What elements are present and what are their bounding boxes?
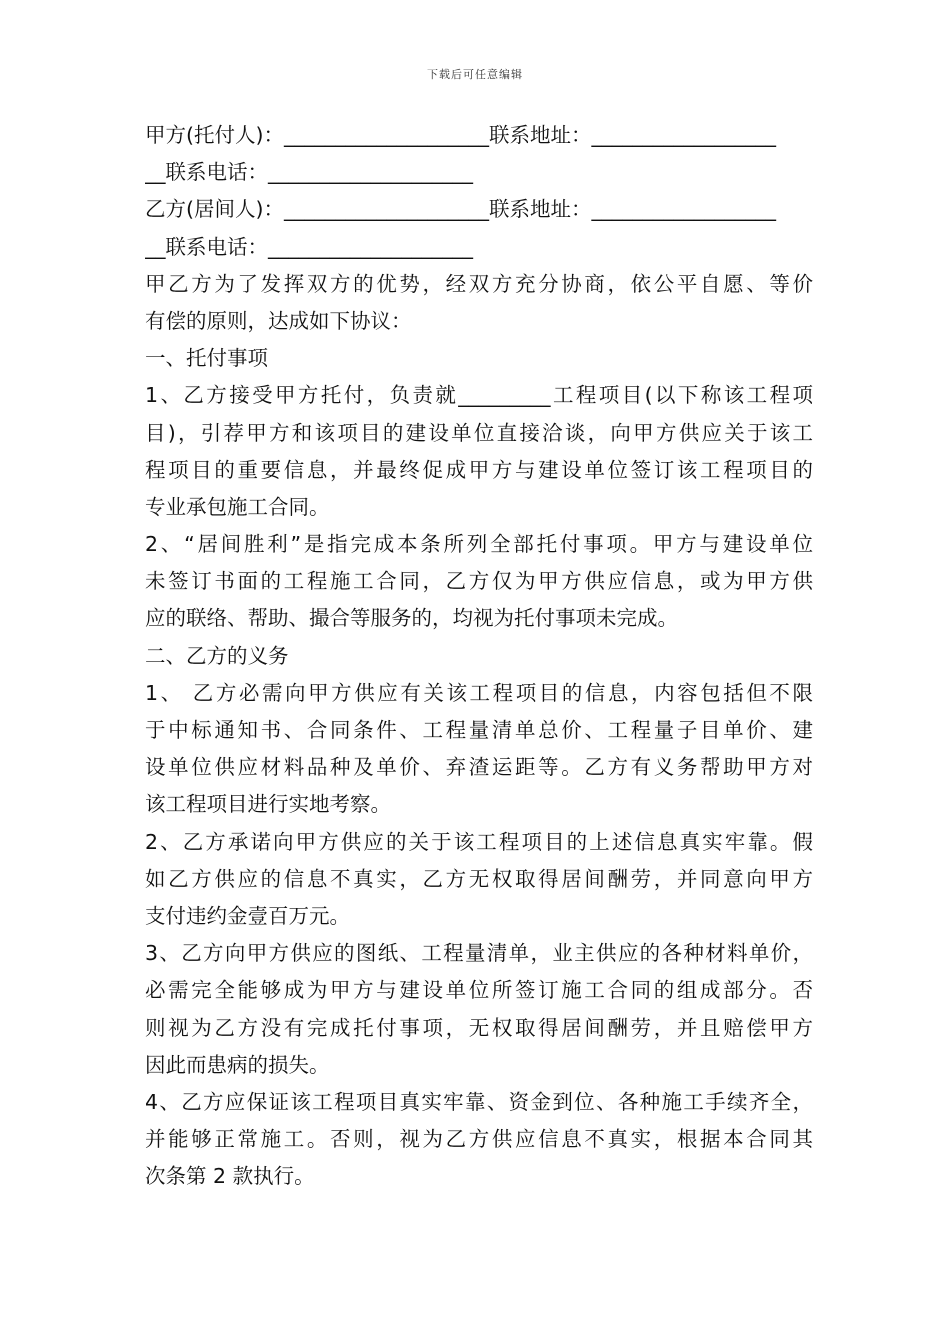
text-line: 程项目的重要信息，并最终促成甲方与建设单位签订该工程项目的 bbox=[145, 457, 813, 482]
text-line: 甲方(托付人)：____________________联系地址：__________________ bbox=[145, 123, 776, 147]
text-line: 1、 乙方必需向甲方供应有关该工程项目的信息，内容包括但不限 bbox=[145, 680, 813, 705]
text-line: 如乙方供应的信息不真实，乙方无权取得居间酬劳，并同意向甲方 bbox=[145, 866, 813, 891]
text-line: 支付违约金壹百万元。 bbox=[145, 903, 350, 928]
text-line: 次条第 2 款执行。 bbox=[145, 1164, 315, 1189]
text-line: 甲乙方为了发挥双方的优势，经双方充分协商，依公平自愿、等价 bbox=[145, 271, 813, 296]
text-line: 则视为乙方没有完成托付事项，无权取得居间酬劳，并且赔偿甲方 bbox=[145, 1015, 813, 1040]
document-body bbox=[145, 117, 813, 1195]
text-line: 2、“居间胜利”是指完成本条所列全部托付事项。甲方与建设单位 bbox=[145, 532, 813, 557]
text-line: 必需完全能够成为甲方与建设单位所签订施工合同的组成部分。否 bbox=[145, 978, 813, 1003]
text-line: 乙方(居间人)：____________________联系地址：__________________ bbox=[145, 197, 776, 222]
text-line: __联系电话：____________________ bbox=[145, 160, 473, 185]
text-line: 应的联络、帮助、撮合等服务的，均视为托付事项未完成。 bbox=[145, 606, 678, 631]
text-line: 4、乙方应保证该工程项目真实牢靠、资金到位、各种施工手续齐全， bbox=[145, 1089, 813, 1114]
text-line: 二、乙方的义务 bbox=[145, 643, 289, 668]
text-line: 并能够正常施工。否则，视为乙方供应信息不真实，根据本合同其 bbox=[145, 1127, 813, 1152]
text-line: 该工程项目进行实地考察。 bbox=[145, 792, 391, 817]
header-watermark: 下载后可任意编辑 bbox=[427, 68, 523, 81]
text-line: 一、托付事项 bbox=[145, 346, 268, 371]
text-line: 2、乙方承诺向甲方供应的关于该工程项目的上述信息真实牢靠。假 bbox=[145, 829, 813, 854]
text-line: 有偿的原则，达成如下协议： bbox=[145, 308, 412, 333]
text-line: 3、乙方向甲方供应的图纸、工程量清单，业主供应的各种材料单价， bbox=[145, 941, 813, 966]
text-line: __联系电话：____________________ bbox=[145, 234, 473, 259]
text-line: 未签订书面的工程施工合同，乙方仅为甲方供应信息，或为甲方供 bbox=[145, 569, 813, 594]
text-line: 1、乙方接受甲方托付，负责就_________工程项目(以下称该工程项 bbox=[145, 383, 813, 408]
text-line: 于中标通知书、合同条件、工程量清单总价、工程量子目单价、建 bbox=[145, 718, 813, 742]
text-line: 设单位供应材料品种及单价、弃渣运距等。乙方有义务帮助甲方对 bbox=[145, 755, 813, 780]
text-line: 目)，引荐甲方和该项目的建设单位直接洽谈，向甲方供应关于该工 bbox=[145, 420, 813, 445]
text-line: 因此而患病的损失。 bbox=[145, 1052, 330, 1077]
text-line: 专业承包施工合同。 bbox=[145, 494, 330, 519]
